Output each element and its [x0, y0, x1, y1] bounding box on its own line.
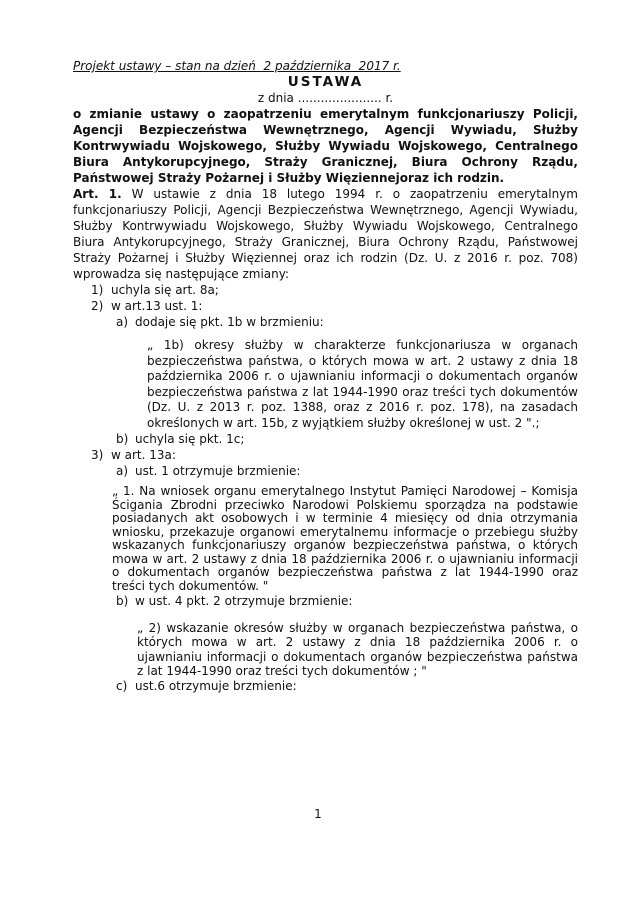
article-1-paragraph — [73, 186, 578, 282]
list-item-2 — [73, 298, 578, 314]
list-item-3c-text: ust.6 otrzymuje brzmienie: — [135, 679, 297, 694]
quoted-provision-1b: „ 1b) okresy służby w charakterze funkcjonariusza w organach bezpieczeństwa państwa, o których mowa w art. 2 ustawy z dnia 18 października 2006 r. o ujawnianiu informacji o dokumentach organów bezpieczeństwa państwa z lat 1944-1990 oraz treści tych dokumentów (Dz. U. z 2013 r. poz. 1388, oraz z 2016 r. poz. 178), na zasadach określonych w art. 15b, z wyjątkiem służby określonej w ust. 2 ".; — [147, 338, 578, 430]
list-item-2a — [73, 314, 578, 330]
list-item-3a — [73, 463, 578, 479]
list-item-1-marker: 1) — [91, 283, 104, 297]
list-item-3b — [73, 593, 578, 609]
list-item-2b-text: uchyla się pkt. 1c; — [135, 432, 245, 446]
date-line: z dnia ...................... r. — [257, 91, 394, 105]
list-item-3b-marker: b) — [116, 594, 129, 608]
list-item-3c — [73, 678, 578, 694]
document-title: USTAWA — [287, 74, 364, 90]
list-item-2-text: w art.13 ust. 1: — [111, 299, 203, 313]
document-content — [73, 58, 578, 694]
list-item-1-text: uchyla się art. 8a; — [111, 283, 219, 297]
list-item-2-marker: 2) — [91, 299, 104, 313]
list-item-3a-marker: a) — [116, 464, 129, 478]
list-item-3-text: w art. 13a: — [111, 448, 176, 462]
article-1-text: W ustawie z dnia 18 lutego 1994 r. o zaopatrzeniu emerytalnym funkcjonariuszy Policji, Agencji Bezpieczeństwa Wewnętrznego, Agencji Wywiadu, Służby Kontrwywiadu Wojskowego, Służby Wywiadu Wojskowego, Centralnego Biura Antykorupcyjnego, Straży Granicznej, Biura Ochrony Rządu, Państwowej Straży Pożarnej i Służby Więziennej oraz ich rodzin (Dz. U. z 2016 r. poz. 708) wprowadza się następujące zmiany: — [73, 187, 578, 281]
list-item-3-marker: 3) — [91, 448, 104, 462]
list-item-3c-marker: c) — [116, 679, 128, 694]
list-item-1 — [73, 282, 578, 298]
subject-paragraph: o zmianie ustawy o zaopatrzeniu emerytalnym funkcjonariuszy Policji, Agencji Bezpieczeństwa Wewnętrznego, Agencji Wywiadu, Służby Kontrwywiadu Wojskowego, Służby Wywiadu Wojskowego, Centralnego Biura Antykorupcyjnego, Straży Granicznej, Biura Ochrony Rządu, Państwowej Straży Pożarnej i Służby Więziennejoraz ich rodzin. — [73, 107, 578, 185]
header-note: Projekt ustawy – stan na dzień 2 października 2017 r. — [73, 59, 401, 73]
list-item-2a-marker: a) — [116, 315, 129, 329]
list-item-3a-text: ust. 1 otrzymuje brzmienie: — [135, 464, 301, 478]
quoted-provision-pkt-2: „ 2) wskazanie okresów służby w organach bezpieczeństwa państwa, o których mowa w art. 2 ustawy z dnia 18 października 2006 r. o ujawnianiu informacji o dokumentach organów bezpieczeństwa państwa z lat 1944-1990 oraz treści tych dokumentów ; " — [137, 621, 578, 678]
list-item-3b-text: w ust. 4 pkt. 2 otrzymuje brzmienie: — [135, 594, 353, 608]
article-1-label: Art. 1. — [73, 187, 122, 201]
quoted-provision-ust-1: „ 1. Na wniosek organu emerytalnego Instytut Pamięci Narodowej – Komisja Ścigania Zbrodni przeciwko Narodowi Polskiemu sporządza na podstawie posiadanych akt osobowych i w terminie 4 miesięcy od dnia otrzymania wniosku, przekazuje organowi emerytalnemu informacje o przebiegu służby wskazanych funkcjonariuszy organów bezpieczeństwa państwa, o których mowa w art. 2 ustawy z dnia 18 października 2006 r. o ujawnianiu informacji o dokumentach organów bezpieczeństwa państwa z lat 1944-1990 oraz treści tych dokumentów. " — [112, 484, 578, 593]
list-item-2b-marker: b) — [116, 432, 129, 446]
page-number: 1 — [314, 807, 322, 821]
list-item-2a-text: dodaje się pkt. 1b w brzmieniu: — [135, 315, 324, 329]
list-item-3 — [73, 447, 578, 463]
list-item-2b — [73, 431, 578, 447]
